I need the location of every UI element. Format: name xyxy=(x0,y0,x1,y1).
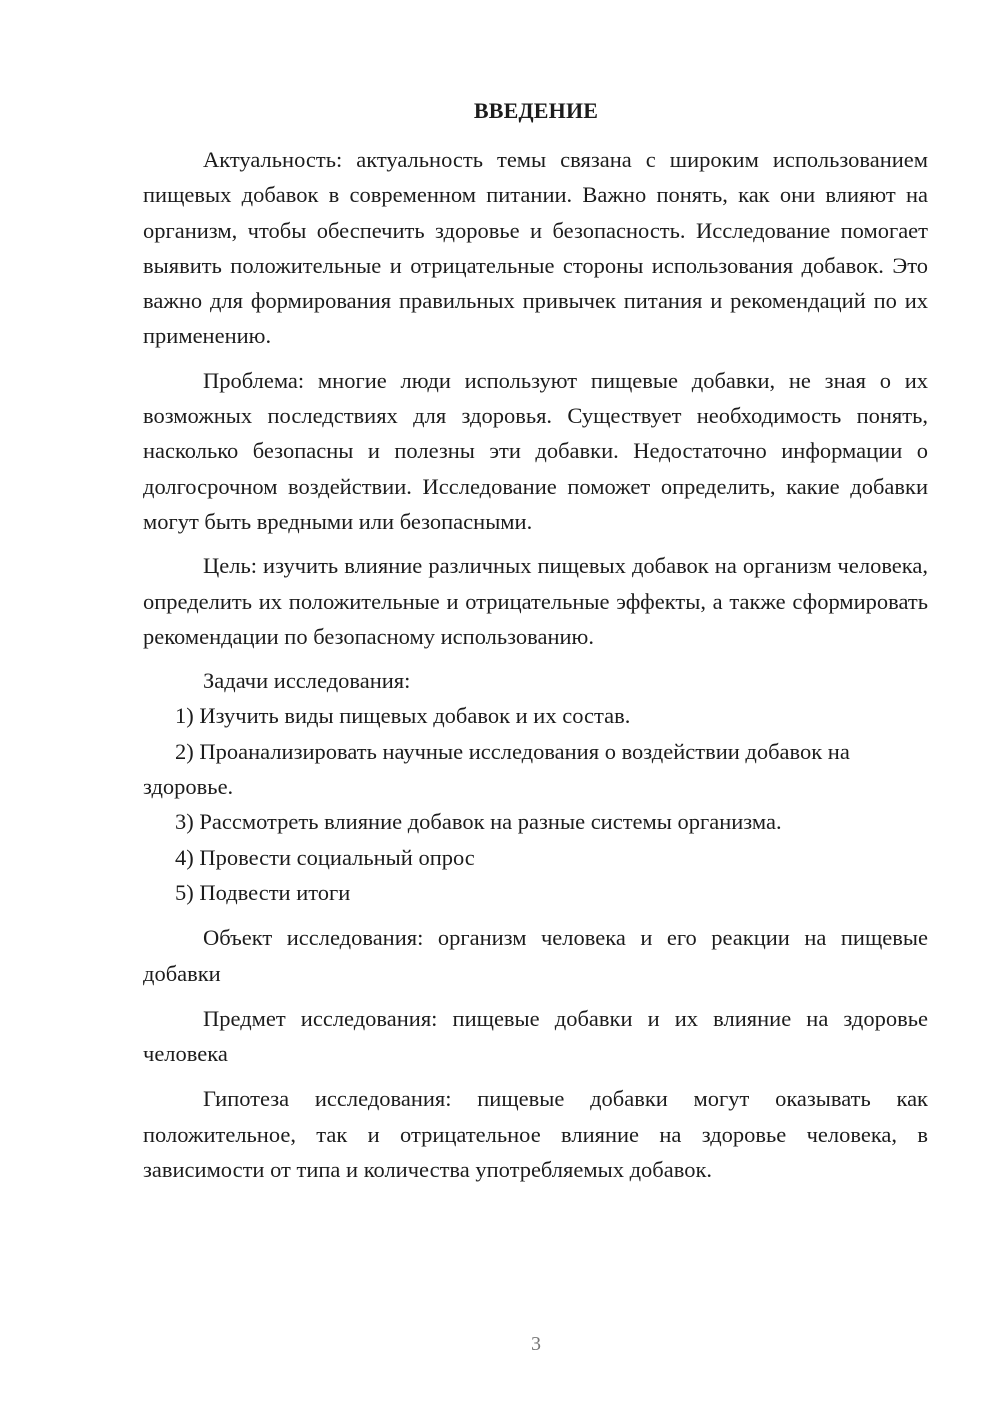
page-number: 3 xyxy=(531,1333,541,1355)
paragraph-problem: Проблема: многие люди используют пищевые добавки, не зная о их возможных последствиях для здоровья. Существует необходимость понять, насколько безопасны и полезны эти добавки. Недостаточно информации о долгосрочном воздействии. Исследование поможет определить, какие добавки могут быть вредными или безопасными. xyxy=(143,367,928,534)
task-item: 2) Проанализировать научные исследования о воздействии добавок на здоровье. xyxy=(143,738,850,800)
page-title: ВВЕДЕНИЕ xyxy=(473,98,599,123)
task-item: 1) Изучить виды пищевых добавок и их состав. xyxy=(175,703,631,729)
body-text xyxy=(143,142,928,1187)
paragraph-goal: Цель: изучить влияние различных пищевых добавок на организм человека, определить их положительные и отрицательные эффекты, а также сформировать рекомендации по безопасному использованию. xyxy=(143,553,928,649)
paragraph-subject: Предмет исследования: пищевые добавки и их влияние на здоровье человека xyxy=(143,1005,928,1067)
paragraph-relevance: Актуальность: актуальность темы связана с широким использованием пищевых добавок в современном питании. Важно понять, как они влияют на организм, чтобы обеспечить здоровье и безопасность. Исследование помогает выявить положительные и отрицательные стороны использования добавок. Это важно для формирования правильных привычек питания и рекомендаций по их применению. xyxy=(143,147,928,349)
paragraph-hypothesis: Гипотеза исследования: пищевые добавки могут оказывать как положительное, так и отрицательное влияние на здоровье человека, в зависимости от типа и количества употребляемых добавок. xyxy=(143,1086,928,1183)
paragraph-object: Объект исследования: организм человека и его реакции на пищевые добавки xyxy=(143,925,928,986)
task-item: 5) Подвести итоги xyxy=(175,879,351,905)
task-item: 3) Рассмотреть влияние добавок на разные системы организма. xyxy=(175,809,782,835)
task-item: 4) Провести социальный опрос xyxy=(175,844,475,870)
tasks-heading: Задачи исследования: xyxy=(203,668,411,694)
